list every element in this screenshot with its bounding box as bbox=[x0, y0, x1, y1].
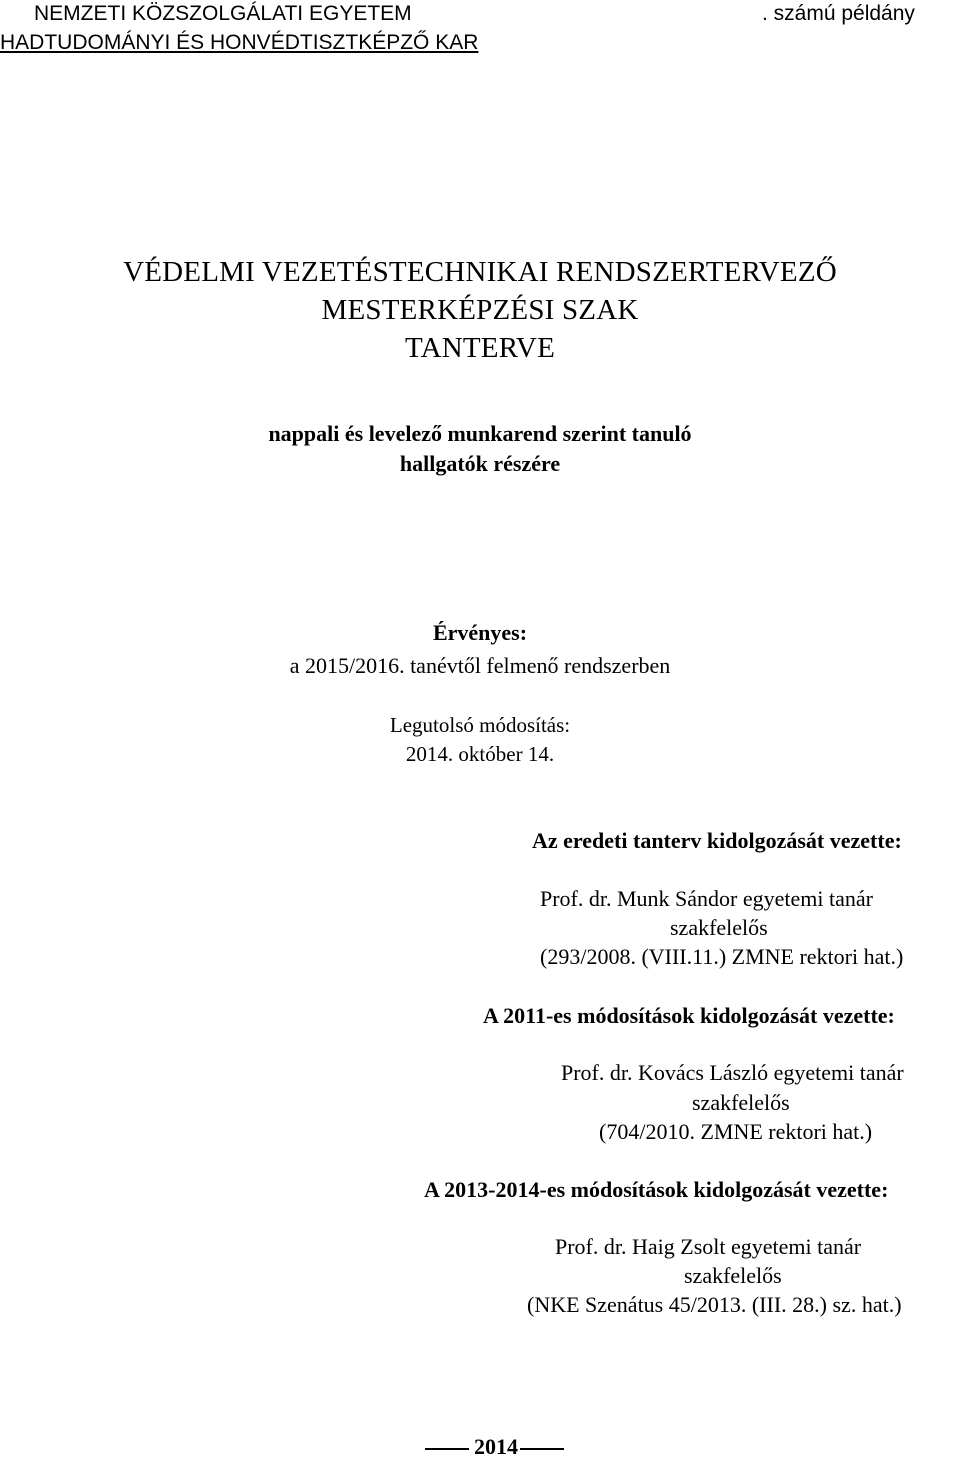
section-2011-lead-role: szakfelelős bbox=[692, 1090, 790, 1115]
last-modified-date: 2014. október 14. bbox=[405, 742, 555, 766]
document-title-line-1: VÉDELMI VEZETÉSTECHNIKAI RENDSZERTERVEZŐ bbox=[123, 256, 837, 288]
validity-label: Érvényes: bbox=[432, 620, 528, 645]
section-2011-reference: (704/2010. ZMNE rektori hat.) bbox=[599, 1119, 873, 1144]
validity-text: a 2015/2016. tanévtől felmenő rendszerben bbox=[289, 653, 671, 678]
document-title-line-3: TANTERVE bbox=[405, 332, 555, 364]
document-title-line-2: MESTERKÉPZÉSI SZAK bbox=[321, 294, 639, 326]
footer-year: 2014 bbox=[474, 1434, 518, 1459]
section-original-reference: (293/2008. (VIII.11.) ZMNE rektori hat.) bbox=[540, 944, 904, 969]
footer-left-dash bbox=[425, 1448, 469, 1450]
section-2013-lead-name: Prof. dr. Haig Zsolt egyetemi tanár bbox=[555, 1234, 862, 1259]
section-2011-heading: A 2011-es módosítások kidolgozását vezette: bbox=[483, 1003, 895, 1028]
last-modified-label: Legutolsó módosítás: bbox=[389, 713, 571, 737]
footer-right-dash bbox=[520, 1448, 564, 1450]
subtitle-line-2: hallgatók részére bbox=[399, 451, 561, 476]
subtitle-line-1: nappali és levelező munkarend szerint tanuló bbox=[268, 421, 692, 446]
university-name: NEMZETI KÖZSZOLGÁLATI EGYETEM bbox=[34, 2, 412, 25]
section-original-heading: Az eredeti tanterv kidolgozását vezette: bbox=[532, 828, 902, 853]
section-2013-reference: (NKE Szenátus 45/2013. (III. 28.) sz. hat.) bbox=[527, 1292, 902, 1317]
section-2013-heading: A 2013-2014-es módosítások kidolgozását vezette: bbox=[424, 1177, 889, 1202]
section-original-lead-name: Prof. dr. Munk Sándor egyetemi tanár bbox=[540, 886, 873, 911]
faculty-name: HADTUDOMÁNYI ÉS HONVÉDTISZTKÉPZŐ KAR bbox=[0, 31, 479, 54]
copy-number-label: . számú példány bbox=[762, 2, 915, 25]
section-original-lead-role: szakfelelős bbox=[670, 915, 768, 940]
section-2011-lead-name: Prof. dr. Kovács László egyetemi tanár bbox=[561, 1060, 904, 1085]
section-2013-lead-role: szakfelelős bbox=[684, 1263, 782, 1288]
